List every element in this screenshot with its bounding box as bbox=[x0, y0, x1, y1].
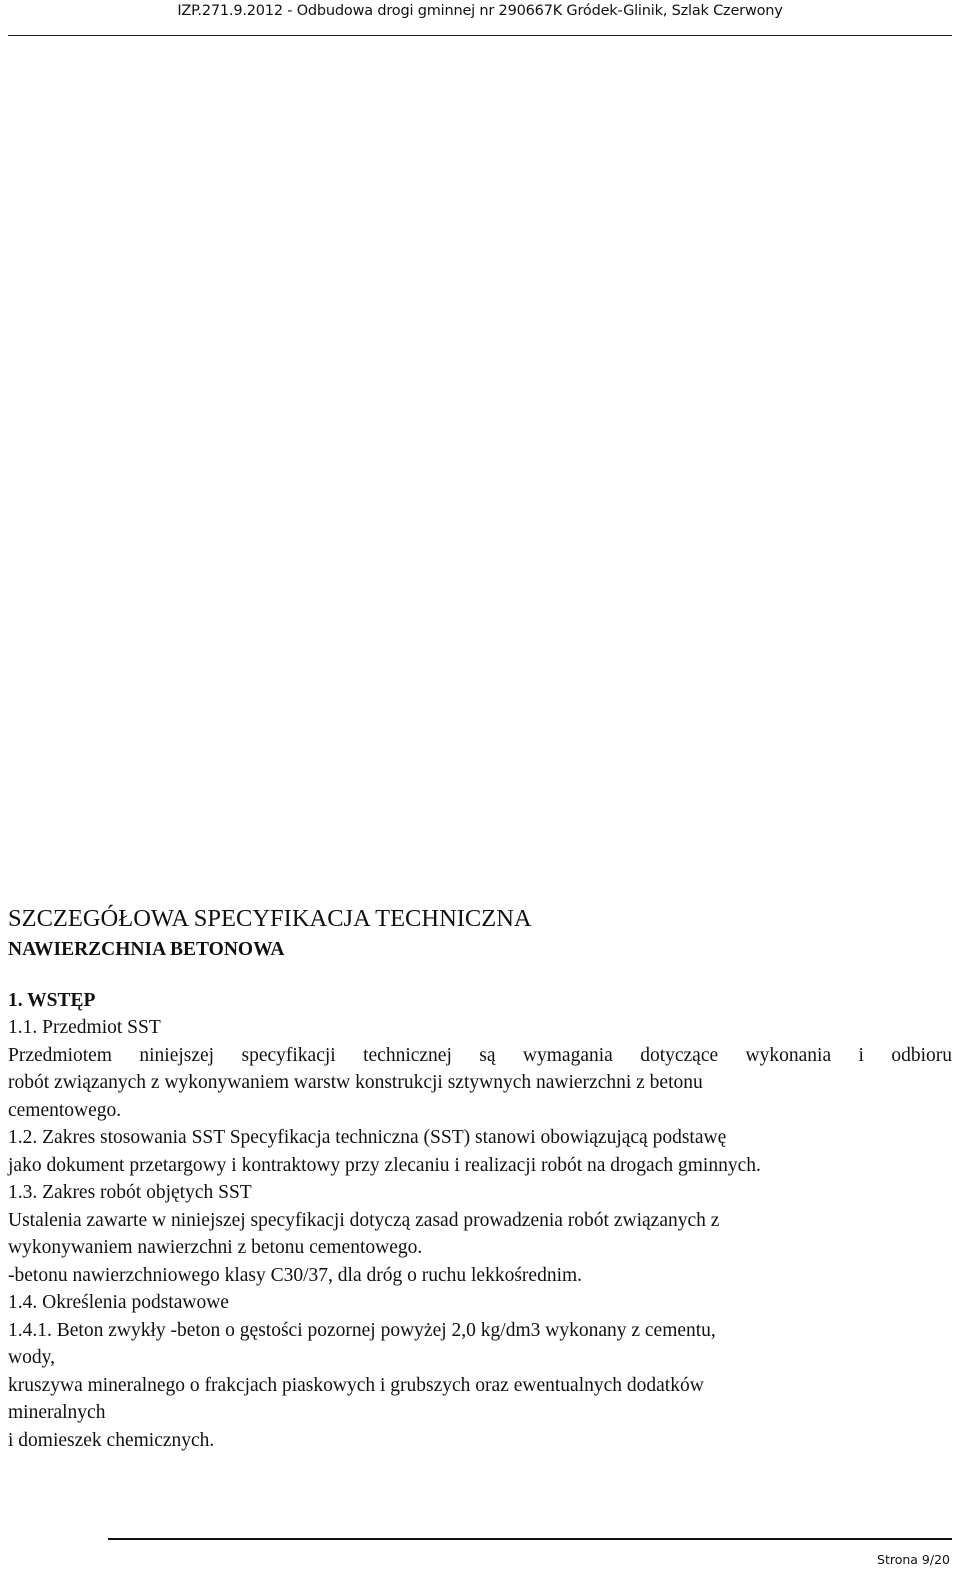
document-subtitle: NAWIERZCHNIA BETONOWA bbox=[8, 939, 285, 960]
spacer bbox=[8, 965, 952, 987]
paragraph-line: mineralnych bbox=[8, 1402, 106, 1423]
paragraph-line: robót związanych z wykonywaniem warstw konstrukcji sztywnych nawierzchni z betonu bbox=[8, 1072, 703, 1093]
subsection-heading-1-4: 1.4. Określenia podstawowe bbox=[8, 1292, 229, 1313]
paragraph-line: Ustalenia zawarte w niniejszej specyfikacji dotyczą zasad prowadzenia robót związanych z bbox=[8, 1209, 720, 1231]
subsection-heading-1-1: 1.1. Przedmiot SST bbox=[8, 1017, 161, 1038]
footer-divider bbox=[108, 1538, 952, 1540]
subsection-heading-1-3: 1.3. Zakres robót objętych SST bbox=[8, 1182, 252, 1203]
document-body bbox=[8, 902, 952, 1454]
header-divider bbox=[8, 35, 952, 36]
page-header bbox=[0, 0, 960, 40]
section-heading: 1. WSTĘP bbox=[8, 990, 96, 1011]
subsection-heading-1-2: 1.2. Zakres stosowania SST Specyfikacja techniczna (SST) stanowi obowiązującą podstawę bbox=[8, 1127, 727, 1148]
paragraph-line: jako dokument przetargowy i kontraktowy przy zlecaniu i realizacji robót na drogach gminnych. bbox=[8, 1154, 761, 1176]
paragraph-line: cementowego. bbox=[8, 1099, 122, 1121]
paragraph-line: wykonywaniem nawierzchni z betonu cementowego. bbox=[8, 1237, 423, 1258]
paragraph-line: -betonu nawierzchniowego klasy C30/37, dla dróg o ruchu lekkośrednim. bbox=[8, 1264, 583, 1286]
paragraph-line: wody, bbox=[8, 1347, 55, 1368]
header-title: IZP.271.9.2012 - Odbudowa drogi gminnej nr 290667K Gródek-Glinik, Szlak Czerwony bbox=[177, 3, 783, 19]
paragraph-line: 1.4.1. Beton zwykły -beton o gęstości pozornej powyżej 2,0 kg/dm3 wykonany z cementu, bbox=[8, 1319, 716, 1341]
paragraph-line: Przedmiotem niniejszej specyfikacji technicznej są wymagania dotyczące wykonania i odbioru bbox=[8, 1044, 952, 1066]
page-footer bbox=[0, 1530, 960, 1583]
paragraph-line: i domieszek chemicznych. bbox=[8, 1429, 215, 1451]
page-number: Strona 9/20 bbox=[877, 1552, 950, 1567]
paragraph-line: kruszywa mineralnego o frakcjach piaskowych i grubszych oraz ewentualnych dodatków bbox=[8, 1374, 704, 1396]
document-title: SZCZEGÓŁOWA SPECYFIKACJA TECHNICZNA bbox=[8, 905, 532, 932]
